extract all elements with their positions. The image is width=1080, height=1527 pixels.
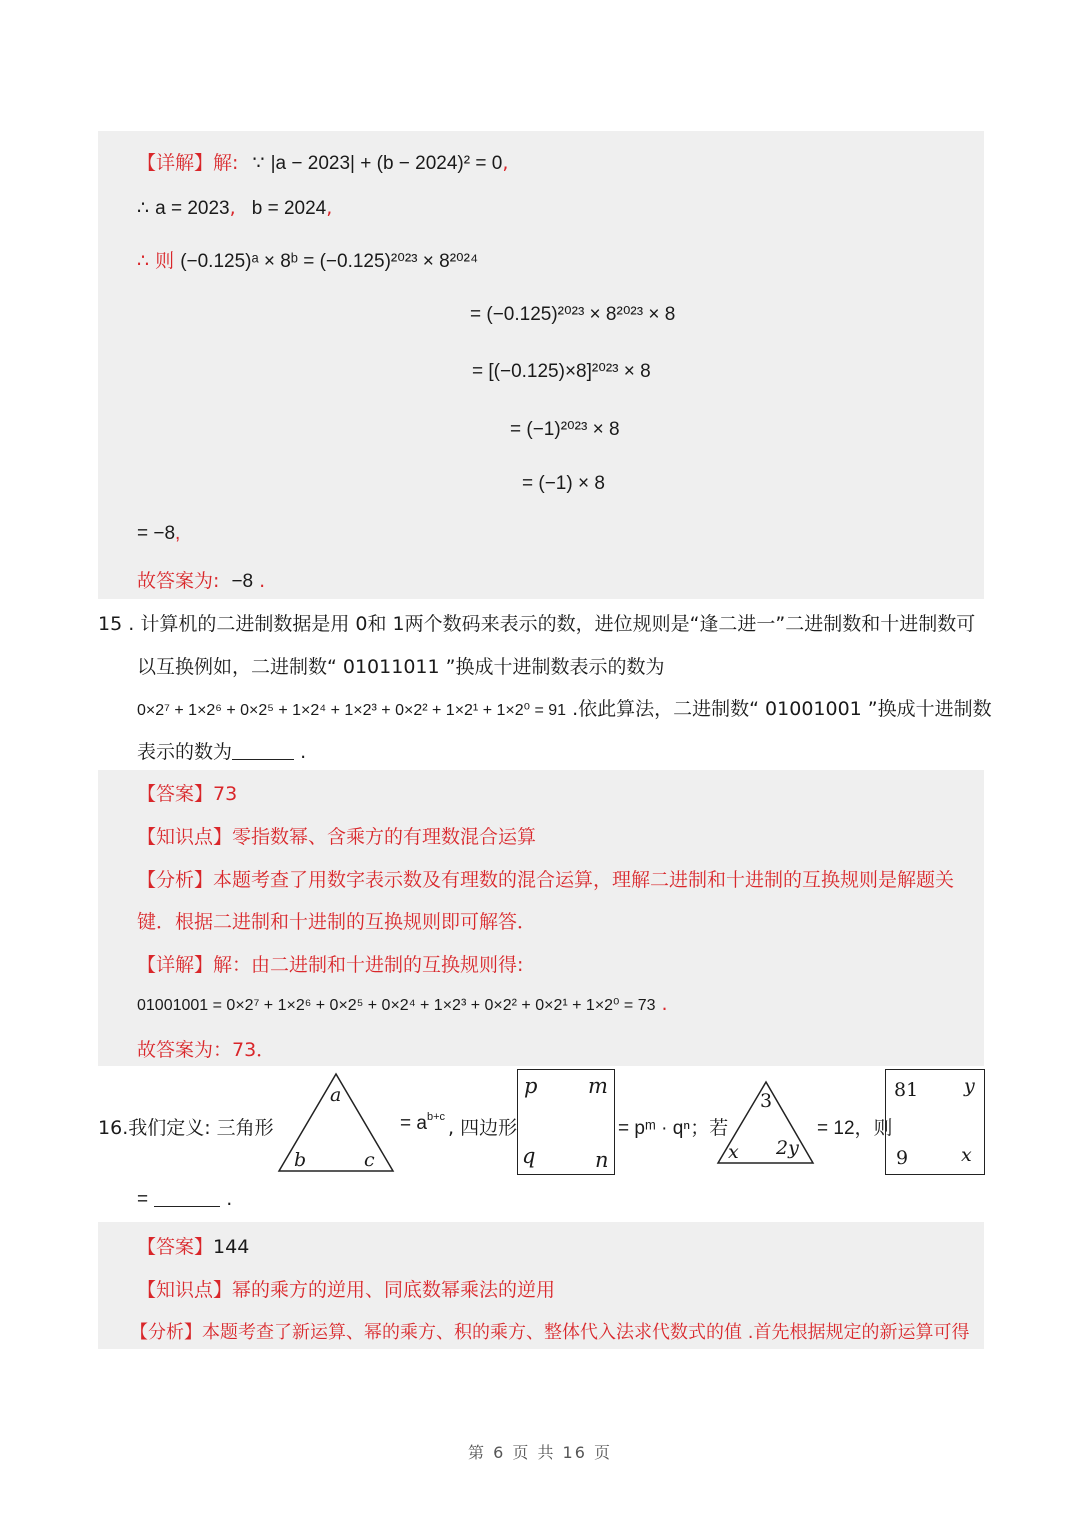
- question-15-line-4: [137, 737, 306, 764]
- jie-label: 解:: [213, 152, 239, 174]
- step-5: [137, 523, 180, 545]
- question-text: .我们定义: 三角形: [122, 1117, 274, 1139]
- step-5-value: = −8: [137, 523, 176, 544]
- answer-value: 144: [213, 1236, 250, 1258]
- answer-value: −8: [231, 571, 254, 592]
- because-symbol: ∵: [252, 153, 265, 174]
- answer-15: [137, 779, 237, 806]
- question-15-line-3: [137, 694, 992, 721]
- quad2-top-right: y: [964, 1075, 975, 1097]
- answer-16: [137, 1232, 249, 1259]
- step-4: = (−1) × 8: [522, 473, 605, 494]
- answer-tag: 【答案】: [137, 1236, 214, 1258]
- answer-14: [137, 566, 265, 593]
- quad2-bottom-left: 9: [896, 1147, 909, 1169]
- answer-tag: 【答案】: [137, 783, 214, 805]
- b-value: b = 2024: [251, 198, 327, 219]
- triangle-a: a: [330, 1084, 342, 1106]
- knowledge-16: [137, 1275, 555, 1302]
- detail-line-1: [137, 148, 508, 175]
- question-16-intro: [98, 1113, 274, 1140]
- then-prefix: ∴ 则: [137, 250, 175, 272]
- period: .: [661, 993, 668, 1015]
- knowledge-text: 零指数幂、含乘方的有理数混合运算: [232, 826, 537, 848]
- answer-blank: [154, 1190, 220, 1207]
- analysis-tag: 【分析】: [130, 1322, 202, 1343]
- question-text-cont: .依此算法，二进制数“ 01001001 ”换成十进制数: [572, 698, 992, 720]
- question-number: 16: [98, 1117, 123, 1139]
- detail-text: 解：由二进制和十进制的互换规则得:: [213, 954, 524, 976]
- eq3: = 12，则: [817, 1118, 893, 1139]
- calc-formula: 01001001 = 0×2⁷ + 1×2⁶ + 0×2⁵ + 0×2⁴ + 1×2³ + 0×2² + 0×2¹ + 1×2⁰ = 73: [137, 997, 656, 1014]
- answer-value: 73: [213, 783, 238, 805]
- question-text: 计算机的二进制数据是用 0和 1两个数码来表示的数，进位规则是“逢二进一”二进制数和十进制数可: [140, 613, 976, 635]
- step-2: = [(−0.125)×8]²⁰²³ × 8: [472, 361, 651, 382]
- eq1-sup: b+c: [426, 1111, 445, 1123]
- triangle-b: b: [294, 1149, 307, 1171]
- calc-15: [137, 993, 668, 1015]
- answer-blank: [232, 743, 294, 760]
- comma: ,: [502, 152, 509, 174]
- equals-sign: =: [137, 1189, 149, 1210]
- quad-m: m: [588, 1074, 608, 1098]
- quad-n: n: [595, 1148, 609, 1172]
- detail-tag: 【详解】: [137, 152, 214, 174]
- knowledge-tag: 【知识点】: [137, 826, 233, 848]
- question-text-end: 表示的数为: [137, 741, 233, 763]
- triangle2-right: 2y: [776, 1137, 799, 1159]
- answer-label: 故答案为:: [137, 570, 220, 592]
- abs-equation: |a − 2023| + (b − 2024)² = 0: [270, 153, 503, 174]
- analysis-16: [130, 1318, 969, 1344]
- comma: ,: [229, 197, 236, 219]
- page-footer: 第 6 页 共 16 页: [468, 1443, 612, 1462]
- therefore-symbol: ∴: [137, 198, 150, 219]
- step-3: = (−1)²⁰²³ × 8: [510, 419, 620, 440]
- question-15-line-2: 以互换例如，二进制数“ 01011011 ”换成十进制数表示的数为: [137, 656, 665, 678]
- quad-label: , 四边形: [448, 1117, 518, 1139]
- binary-formula: 0×2⁷ + 1×2⁶ + 0×2⁵ + 1×2⁴ + 1×2³ + 0×2² + 1×2¹ + 1×2⁰ = 91: [137, 702, 567, 719]
- eq1: [400, 1113, 445, 1135]
- triangle2-left: x: [728, 1141, 739, 1163]
- knowledge-text: 幂的乘方的逆用、同底数幂乘法的逆用: [232, 1279, 556, 1301]
- power-expression: (−0.125)ᵃ × 8ᵇ = (−0.125)²⁰²³ × 8²⁰²⁴: [180, 251, 479, 272]
- detail-tag: 【详解】: [137, 954, 214, 976]
- detail-line-3: [137, 246, 478, 273]
- final-15: 故答案为：73．: [137, 1039, 276, 1061]
- period: .: [259, 570, 266, 592]
- quad-p: p: [524, 1074, 538, 1098]
- quad2-top-left: 81: [894, 1079, 919, 1101]
- comma: ,: [175, 523, 181, 544]
- analysis-text: 本题考查了新运算、幂的乘方、积的乘方、整体代入法求代数式的值 .首先根据规定的新运算可得: [202, 1322, 970, 1343]
- period: .: [300, 741, 307, 763]
- question-number: 15: [98, 613, 123, 635]
- question-15-line-1: 15 . 计算机的二进制数据是用 0和 1两个数码来表示的数，进位规则是“逢二进一”二进制数和十进制数可: [98, 613, 976, 635]
- eq2: = pᵐ · qⁿ；若: [618, 1118, 729, 1139]
- triangle2-top: 3: [760, 1090, 773, 1112]
- comma: ,: [326, 197, 333, 219]
- detail-15: [137, 950, 523, 977]
- analysis-15-line-2: 键．根据二进制和十进制的互换规则即可解答．: [137, 911, 537, 933]
- analysis-text: 本题考查了用数字表示数及有理数的混合运算，理解二进制和十进制的互换规则是解题关: [213, 869, 955, 891]
- analysis-tag: 【分析】: [137, 869, 214, 891]
- period: .: [226, 1188, 233, 1210]
- quad-q: q: [522, 1144, 536, 1168]
- knowledge-tag: 【知识点】: [137, 1279, 233, 1301]
- quad2-bottom-right: x: [961, 1144, 972, 1166]
- a-value: a = 2023: [155, 198, 230, 219]
- knowledge-15: [137, 822, 536, 849]
- analysis-15-line-1: [137, 865, 954, 892]
- detail-line-2: [137, 197, 332, 220]
- eq1-text: = a: [400, 1113, 427, 1134]
- question-16-blank: [137, 1188, 232, 1211]
- step-1: = (−0.125)²⁰²³ × 8²⁰²³ × 8: [470, 304, 676, 325]
- triangle-c: c: [364, 1149, 375, 1171]
